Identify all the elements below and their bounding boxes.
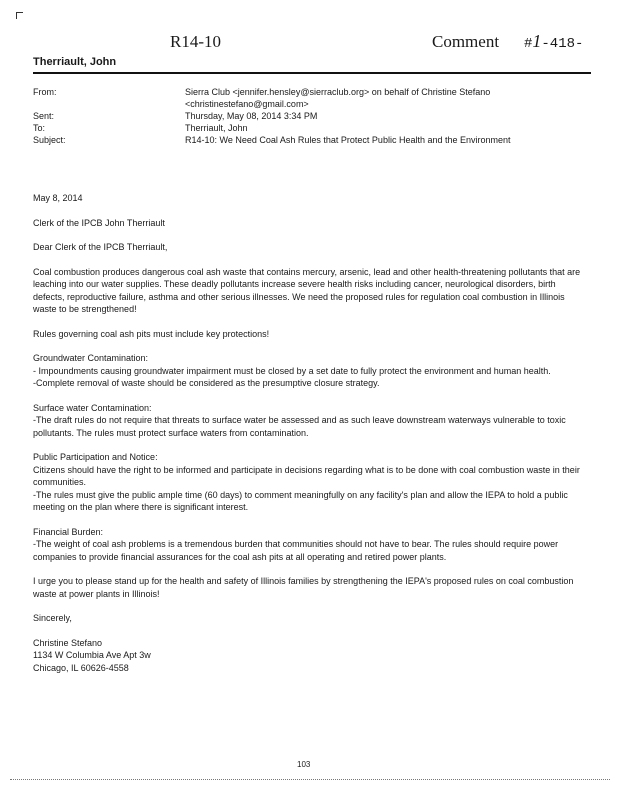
to-label: To: — [33, 123, 46, 133]
financial-burden-point-1: -The weight of coal ash problems is a tremendous burden that communities should not have to bear. The rules should require power companies to provide financial assurances for the coal ash pits at all operating and retired power plants. — [33, 539, 559, 562]
to-row — [33, 122, 593, 134]
financial-burden-section — [33, 526, 581, 564]
subject-label: Subject: — [33, 135, 66, 145]
subject-value: R14-10: We Need Coal Ash Rules that Protect Public Health and the Environment — [185, 135, 511, 145]
comment-number-handwritten: 1 — [532, 31, 542, 51]
email-header — [33, 86, 593, 146]
closing-paragraph: I urge you to please stand up for the health and safety of Illinois families by strengthening the IEPA's proposed rules on coal combustion waste at power plants in Illinois! — [33, 576, 574, 599]
signature-address-line1: 1134 W Columbia Ave Apt 3w — [33, 650, 151, 660]
footer-divider — [10, 779, 610, 780]
surface-water-point-1: -The draft rules do not require that threats to surface water be assessed and as such leave downstream waterways vulnerable to toxic pollutants. The rules must protect surface waters from contamination. — [33, 415, 566, 438]
sent-label: Sent: — [33, 111, 55, 121]
public-participation-section — [33, 451, 581, 514]
signature-name: Christine Stefano — [33, 637, 103, 648]
header-divider — [33, 72, 591, 74]
financial-burden-heading: Financial Burden: — [33, 526, 104, 537]
rules-intro: Rules governing coal ash pits must include key protections! — [33, 328, 270, 339]
letter-body — [33, 192, 581, 686]
groundwater-point-1: - Impoundments causing groundwater impairment must be closed by a set date to fully protect the environment and human health. — [33, 365, 551, 376]
from-value-line2: <christinestefano@gmail.com> — [185, 99, 309, 109]
mailbox-owner: Therriault, John — [33, 56, 117, 68]
comment-number — [524, 31, 583, 52]
letter-salutation: Dear Clerk of the IPCB Therriault, — [33, 242, 168, 252]
page-number: 103 — [297, 760, 311, 769]
signature-address-line2: Chicago, IL 60626-4558 — [33, 662, 129, 673]
subject-row — [33, 134, 593, 146]
docket-number: R14-10 — [170, 32, 221, 51]
signature-block — [33, 637, 581, 675]
signoff: Sincerely, — [33, 613, 72, 623]
sent-row — [33, 110, 593, 122]
comment-number-prefix: # — [524, 36, 533, 52]
public-participation-point-1: Citizens should have the right to be informed and participate in decisions regarding what is to be done with coal combustion waste in their communities. — [33, 464, 580, 487]
public-participation-heading: Public Participation and Notice: — [33, 452, 158, 462]
sent-value: Thursday, May 08, 2014 3:34 PM — [185, 111, 318, 121]
comment-number-suffix: -418- — [541, 36, 584, 52]
letter-date: May 8, 2014 — [33, 193, 83, 203]
scan-corner-mark — [16, 12, 23, 19]
groundwater-heading: Groundwater Contamination: — [33, 353, 149, 363]
from-row — [33, 86, 593, 110]
from-value — [185, 86, 593, 110]
groundwater-point-2: -Complete removal of waste should be considered as the presumptive closure strategy. — [33, 378, 380, 388]
intro-paragraph: Coal combustion produces dangerous coal ash waste that contains mercury, arsenic, lead and other health-threatening pollutants that are leaching into our water supplies. These deadly pollutants increase severe health risks including cancer, neurological disorders, birth defects, reproductive failure, asthma and other serious illnesses. We need the proposed rules for regulation coal combustion in Illinois waste to be strengthened! — [33, 266, 581, 314]
surface-water-heading: Surface water Contamination: — [33, 402, 152, 413]
comment-label: Comment — [432, 32, 500, 51]
to-value: Therriault, John — [185, 123, 248, 133]
from-value-line1: Sierra Club <jennifer.hensley@sierraclub.org> on behalf of Christine Stefano — [185, 87, 491, 97]
groundwater-section — [33, 352, 581, 390]
surface-water-section — [33, 402, 581, 440]
public-participation-point-2: -The rules must give the public ample time (60 days) to comment meaningfully on any facility's plan and allow the IEPA to hold a public meeting on the plan where there is significant interest. — [33, 489, 568, 512]
letter-addressee: Clerk of the IPCB John Therriault — [33, 217, 165, 228]
from-label: From: — [33, 87, 57, 97]
